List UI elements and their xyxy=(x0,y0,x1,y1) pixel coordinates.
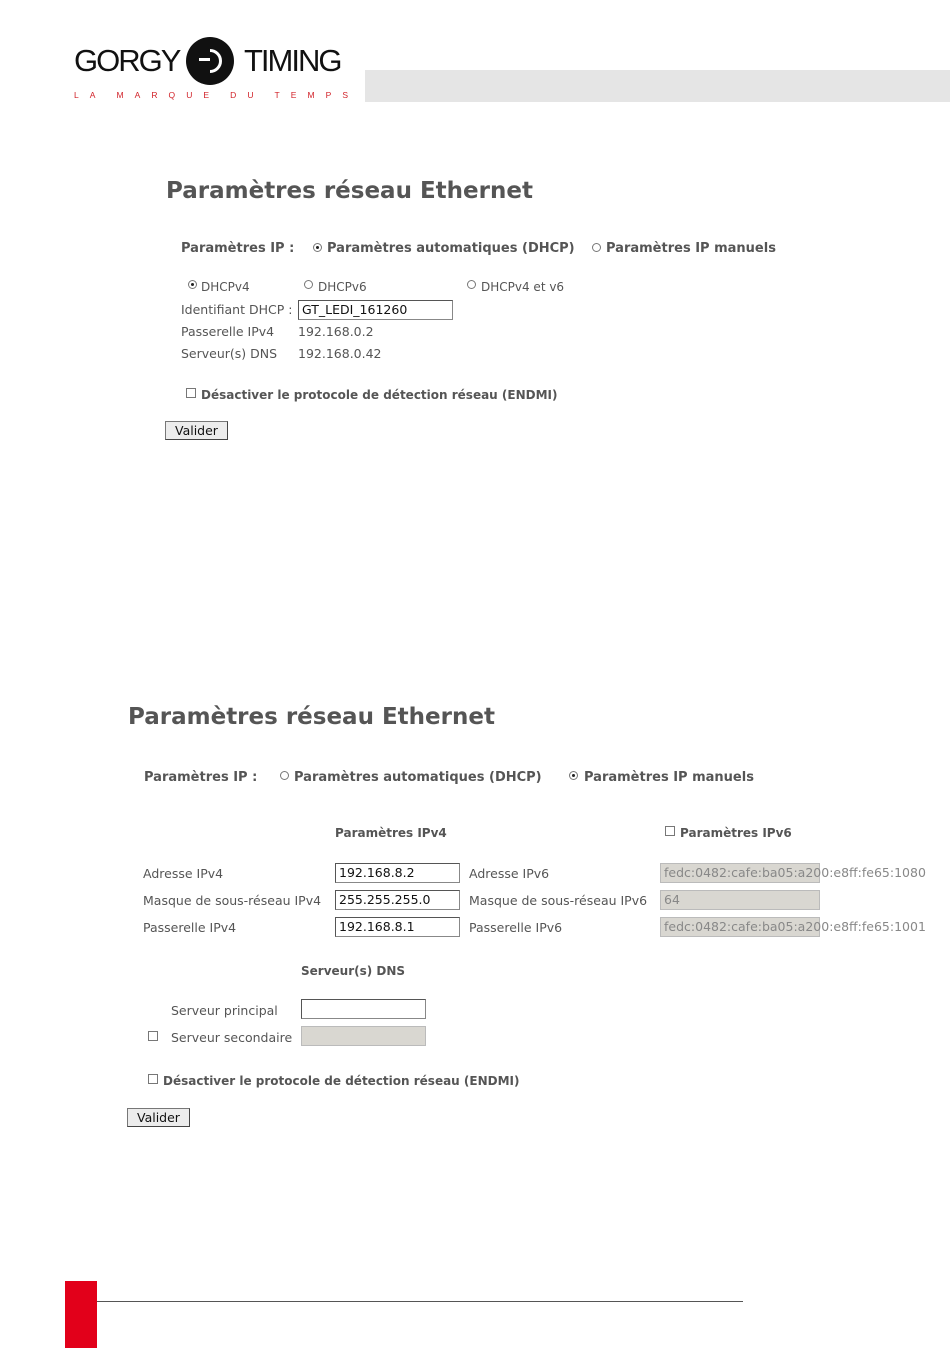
logo-word-right: TIMING xyxy=(244,43,341,78)
ip-mode-label: Paramètres IP : xyxy=(181,241,295,256)
radio-dhcp-label[interactable]: Paramètres automatiques (DHCP) xyxy=(294,770,542,785)
radio-manual-label[interactable]: Paramètres IP manuels xyxy=(584,770,754,785)
ipv4-address-label: Adresse IPv4 xyxy=(143,866,224,881)
radio-manual[interactable] xyxy=(592,243,601,252)
endmi-checkbox[interactable] xyxy=(148,1074,158,1084)
dns-label: Serveur(s) DNS xyxy=(181,346,278,361)
logo-word-left: GORGY xyxy=(74,43,180,78)
radio-dhcpv6[interactable] xyxy=(304,280,313,289)
dns-value: 192.168.0.42 xyxy=(298,346,382,361)
page-title: Paramètres réseau Ethernet xyxy=(128,704,495,730)
ipv6-address-label: Adresse IPv6 xyxy=(469,866,550,881)
ipv6-address-input[interactable]: fedc:0482:cafe:ba05:a200:e8ff:fe65:1080 xyxy=(660,863,820,883)
ipv4-mask-label: Masque de sous-réseau IPv4 xyxy=(143,893,322,908)
logo-clock-icon xyxy=(186,37,234,85)
ipv4-header: Paramètres IPv4 xyxy=(335,826,447,840)
dns-header: Serveur(s) DNS xyxy=(301,964,406,978)
radio-manual[interactable] xyxy=(569,771,578,780)
radio-dhcp[interactable] xyxy=(280,771,289,780)
endmi-label[interactable]: Désactiver le protocole de détection réseau (ENDMI) xyxy=(201,388,558,402)
dns-secondary-input[interactable] xyxy=(301,1026,426,1046)
endmi-checkbox[interactable] xyxy=(186,388,196,398)
dhcp-id-label: Identifiant DHCP : xyxy=(181,302,293,317)
radio-dhcp-label[interactable]: Paramètres automatiques (DHCP) xyxy=(327,241,575,256)
radio-dhcpv4v6-label[interactable]: DHCPv4 et v6 xyxy=(481,280,565,294)
ipv4-address-input[interactable]: 192.168.8.2 xyxy=(335,863,460,883)
radio-dhcpv6-label[interactable]: DHCPv6 xyxy=(318,280,367,294)
gateway-label: Passerelle IPv4 xyxy=(181,324,275,339)
radio-dhcp[interactable] xyxy=(313,243,322,252)
radio-manual-label[interactable]: Paramètres IP manuels xyxy=(606,241,776,256)
footer-divider xyxy=(97,1301,743,1302)
ipv6-checkbox[interactable] xyxy=(665,826,675,836)
ipv6-header[interactable]: Paramètres IPv6 xyxy=(680,826,792,840)
ipv4-gateway-input[interactable]: 192.168.8.1 xyxy=(335,917,460,937)
logo-tagline: L A M A R Q U E D U T E M P S xyxy=(74,90,348,100)
radio-dhcpv4v6[interactable] xyxy=(467,280,476,289)
dns-primary-label: Serveur principal xyxy=(171,1003,278,1018)
dns-secondary-label[interactable]: Serveur secondaire xyxy=(171,1030,293,1045)
dns-secondary-checkbox[interactable] xyxy=(148,1031,158,1041)
header-bar xyxy=(365,70,950,102)
ipv4-gateway-label: Passerelle IPv4 xyxy=(143,920,237,935)
dns-primary-input[interactable] xyxy=(301,999,426,1019)
page-title: Paramètres réseau Ethernet xyxy=(166,178,533,204)
radio-dhcpv4[interactable] xyxy=(188,280,197,289)
footer-accent-block xyxy=(65,1281,97,1348)
submit-button[interactable]: Valider xyxy=(165,421,228,440)
ip-mode-label: Paramètres IP : xyxy=(144,770,258,785)
gateway-value: 192.168.0.2 xyxy=(298,324,374,339)
dhcp-id-input[interactable]: GT_LEDI_161260 xyxy=(298,300,453,320)
ipv4-mask-input[interactable]: 255.255.255.0 xyxy=(335,890,460,910)
ipv6-gateway-input[interactable]: fedc:0482:cafe:ba05:a200:e8ff:fe65:1001 xyxy=(660,917,820,937)
ipv6-gateway-label: Passerelle IPv6 xyxy=(469,920,563,935)
ipv6-mask-label: Masque de sous-réseau IPv6 xyxy=(469,893,648,908)
ipv6-mask-input[interactable]: 64 xyxy=(660,890,820,910)
radio-dhcpv4-label[interactable]: DHCPv4 xyxy=(201,280,250,294)
endmi-label[interactable]: Désactiver le protocole de détection réseau (ENDMI) xyxy=(163,1074,520,1088)
submit-button[interactable]: Valider xyxy=(127,1108,190,1127)
